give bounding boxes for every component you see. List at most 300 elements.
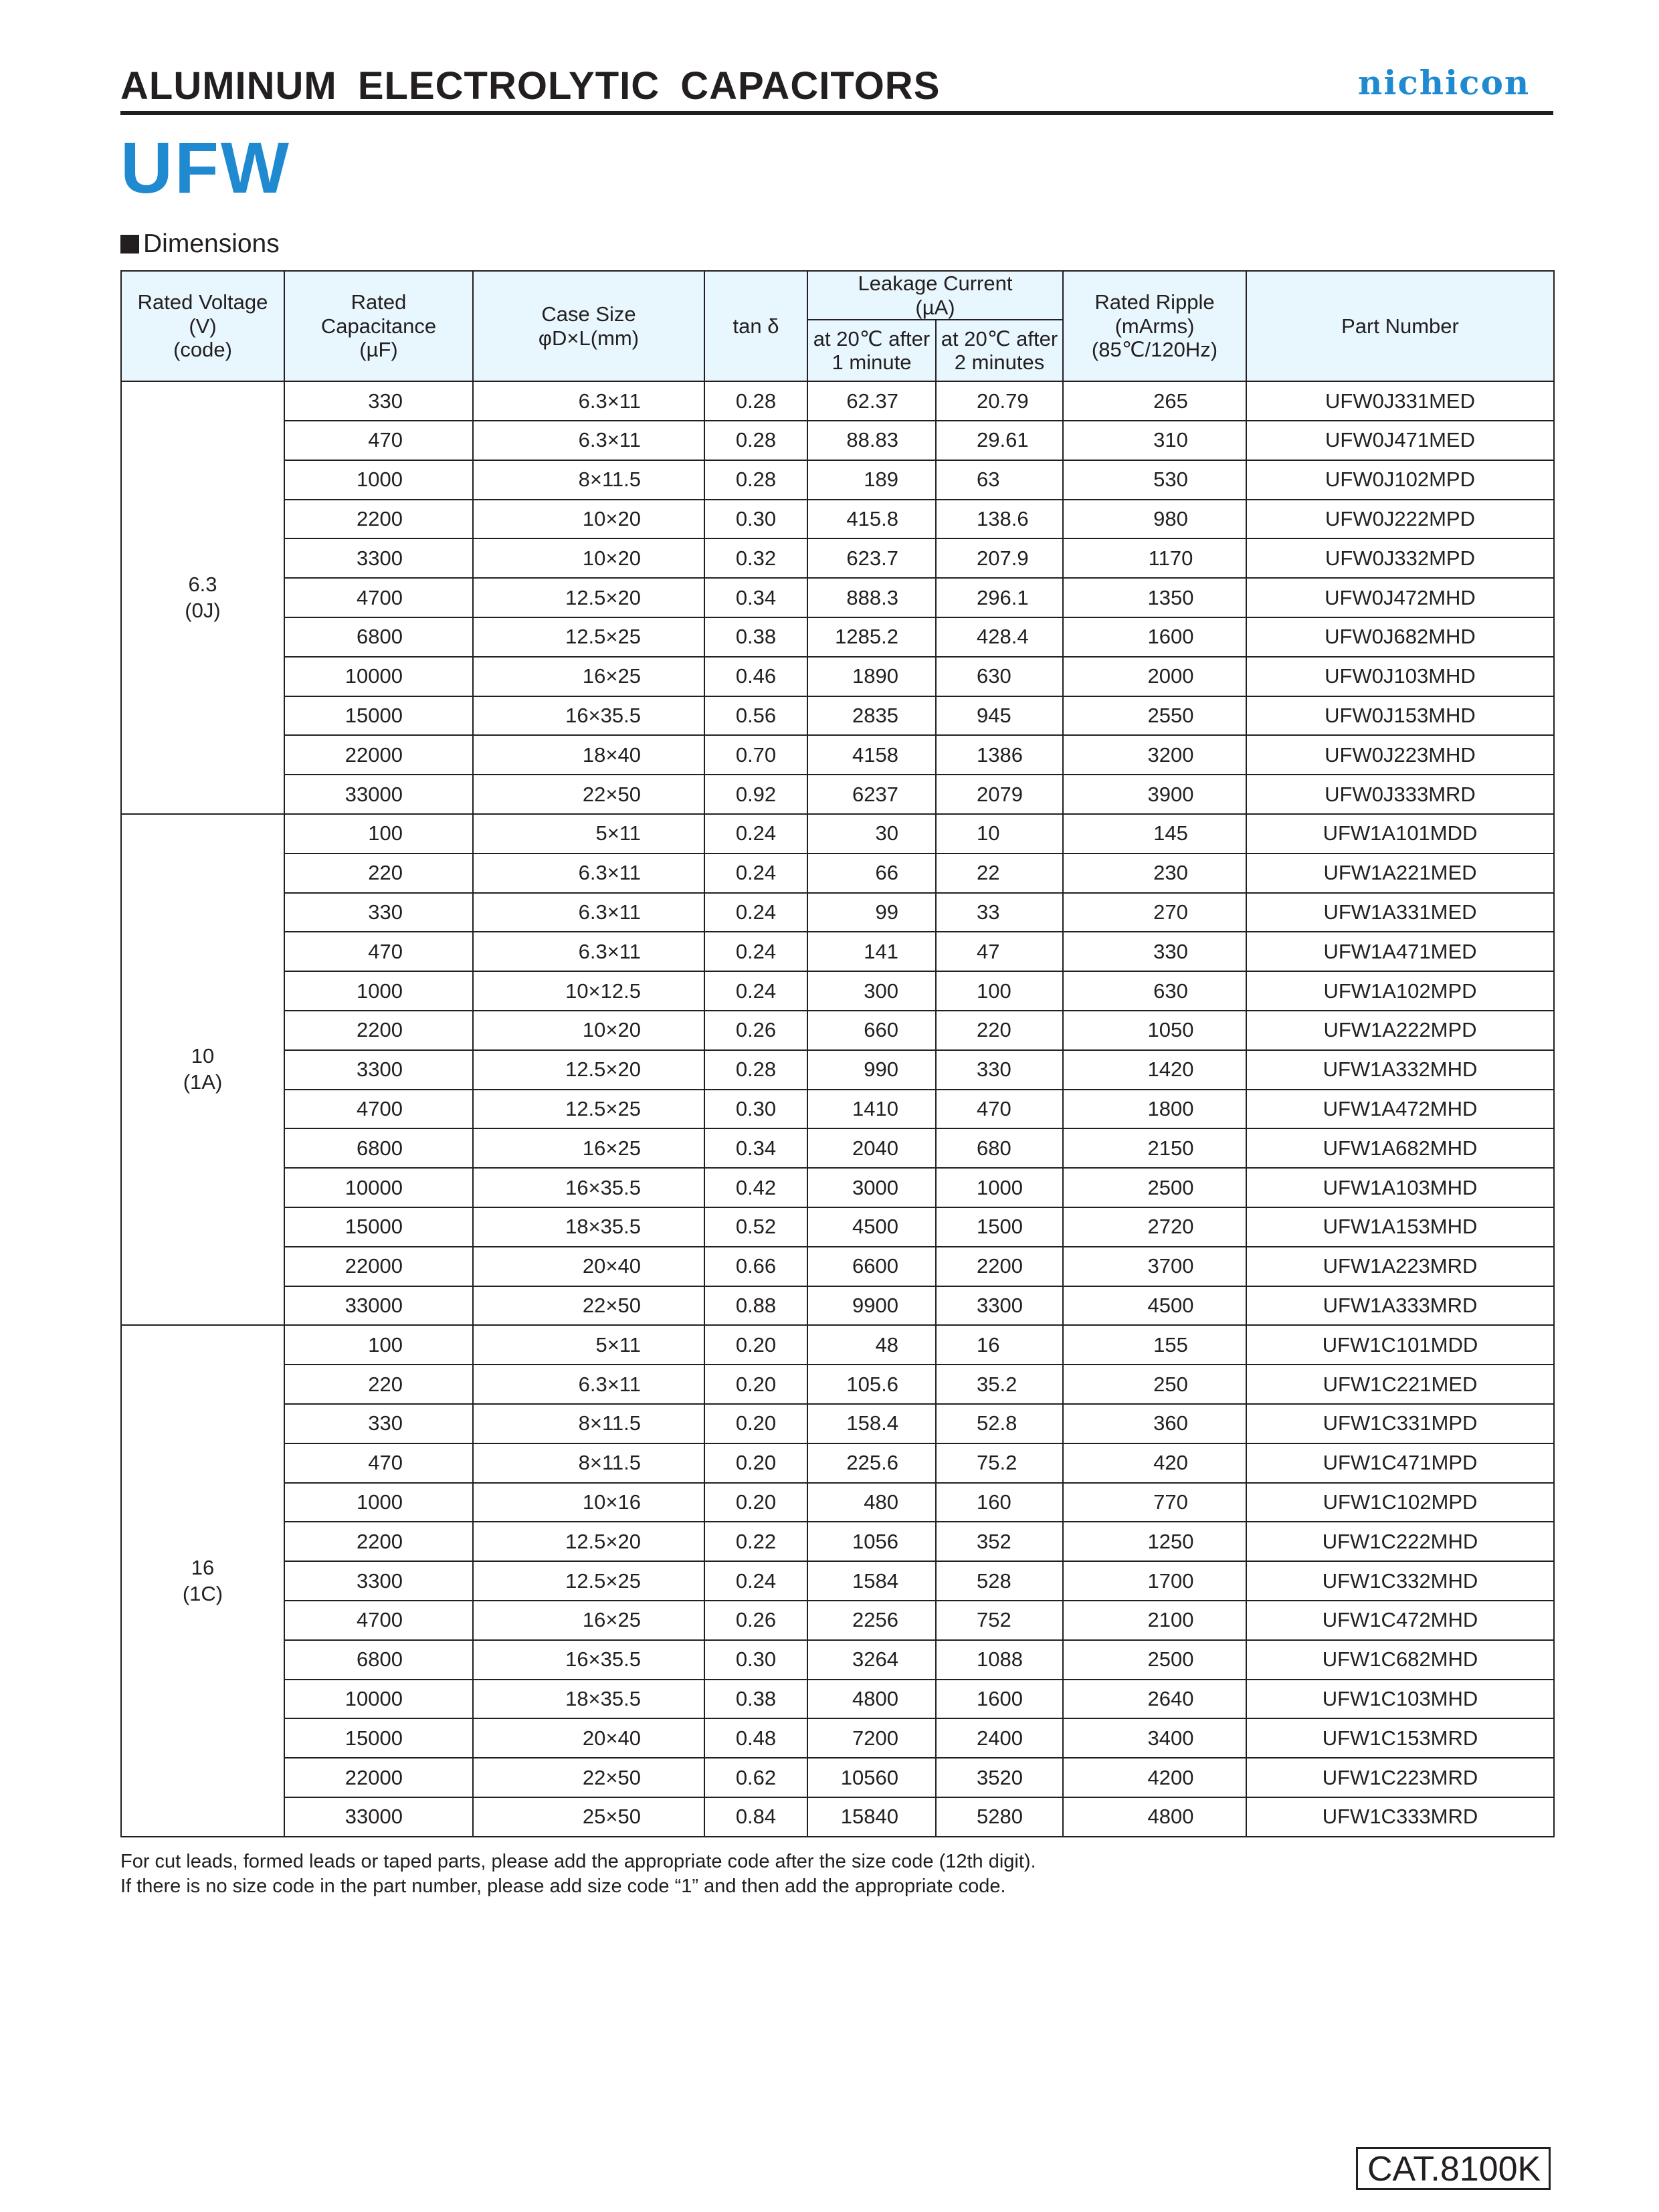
leakage-1min-cell: 66 <box>807 853 936 893</box>
part-number-cell: UFW1A223MRD <box>1246 1247 1554 1286</box>
case-size-cell <box>473 853 704 893</box>
case-size-cell <box>473 1561 704 1601</box>
leakage-1min-cell: 1285.2 <box>807 617 936 657</box>
capacitance-cell: 1000 <box>284 460 473 500</box>
leakage-1min-cell: 623.7 <box>807 538 936 578</box>
ripple-cell: 145 <box>1063 814 1246 853</box>
leakage-2min-cell: 16 <box>936 1325 1063 1365</box>
ripple-cell: 4200 <box>1063 1758 1246 1797</box>
leakage-1min-cell: 15840 <box>807 1797 936 1837</box>
tan-delta-cell: 0.70 <box>704 735 807 775</box>
case-size-cell <box>473 1247 704 1286</box>
table-row <box>121 617 1554 657</box>
tan-delta-cell: 0.56 <box>704 696 807 736</box>
case-size-cell <box>473 932 704 971</box>
table-row <box>121 657 1554 696</box>
tan-delta-cell: 0.24 <box>704 971 807 1011</box>
tan-delta-cell: 0.20 <box>704 1483 807 1522</box>
section-heading <box>120 229 280 259</box>
tan-delta-cell: 0.20 <box>704 1404 807 1443</box>
header-line: Rated Ripple <box>1094 290 1215 314</box>
leakage-2min-cell: 29.61 <box>936 421 1063 460</box>
tan-delta-cell: 0.38 <box>704 617 807 657</box>
case-size-cell <box>473 538 704 578</box>
capacitance-cell: 1000 <box>284 971 473 1011</box>
header-line: (code) <box>173 338 232 362</box>
header-leakage-1min <box>807 320 936 381</box>
part-number-cell: UFW1A221MED <box>1246 853 1554 893</box>
case-size-cell <box>473 1718 704 1758</box>
part-number-cell: UFW1A153MHD <box>1246 1207 1554 1247</box>
leakage-1min-cell: 6237 <box>807 775 936 814</box>
part-number-cell: UFW0J223MHD <box>1246 735 1554 775</box>
case-size-cell <box>473 1601 704 1640</box>
part-number-cell: UFW0J331MED <box>1246 381 1554 421</box>
table-row <box>121 1522 1554 1561</box>
header-divider <box>120 111 1553 115</box>
header-leakage-current <box>807 271 1063 320</box>
leakage-1min-cell: 62.37 <box>807 381 936 421</box>
ripple-cell: 2100 <box>1063 1601 1246 1640</box>
case-size-cell <box>473 1797 704 1837</box>
capacitance-cell: 330 <box>284 1404 473 1443</box>
case-size-cell <box>473 1483 704 1522</box>
leakage-1min-cell: 48 <box>807 1325 936 1365</box>
case-size-cell <box>473 1443 704 1483</box>
part-number-cell: UFW1C471MPD <box>1246 1443 1554 1483</box>
case-size-value: 18×40 <box>582 742 641 767</box>
leakage-1min-cell: 1056 <box>807 1522 936 1561</box>
case-size-value: 16×35.5 <box>565 1647 641 1672</box>
capacitance-cell: 10000 <box>284 1168 473 1207</box>
capacitance-cell: 330 <box>284 381 473 421</box>
ripple-cell: 1350 <box>1063 578 1246 617</box>
ripple-cell: 310 <box>1063 421 1246 460</box>
case-size-value: 5×11 <box>595 1332 641 1356</box>
leakage-2min-cell: 2400 <box>936 1718 1063 1758</box>
leakage-2min-cell: 33 <box>936 893 1063 932</box>
leakage-2min-cell: 207.9 <box>936 538 1063 578</box>
capacitance-cell: 3300 <box>284 1561 473 1601</box>
tan-delta-cell: 0.30 <box>704 1640 807 1680</box>
tan-delta-cell: 0.30 <box>704 1090 807 1129</box>
leakage-2min-cell: 470 <box>936 1090 1063 1129</box>
ripple-cell: 1050 <box>1063 1011 1246 1050</box>
part-number-cell: UFW1C101MDD <box>1246 1325 1554 1365</box>
leakage-2min-cell: 75.2 <box>936 1443 1063 1483</box>
capacitance-cell: 470 <box>284 421 473 460</box>
case-size-value: 22×50 <box>582 1294 641 1317</box>
brand-logo: nichicon <box>1358 63 1531 102</box>
part-number-cell: UFW1C331MPD <box>1246 1404 1554 1443</box>
footnote: For cut leads, formed leads or taped parts, please add the appropriate code after the size code (12th digit). <box>120 1851 1036 1872</box>
table-row <box>121 1207 1554 1247</box>
series-name: UFW <box>120 127 291 208</box>
case-size-value: 12.5×20 <box>565 1058 641 1082</box>
case-size-value: 20×40 <box>582 1726 641 1750</box>
tan-delta-cell: 0.32 <box>704 538 807 578</box>
table-row <box>121 1011 1554 1050</box>
table-row <box>121 538 1554 578</box>
leakage-1min-cell: 4158 <box>807 735 936 775</box>
tan-delta-cell: 0.20 <box>704 1365 807 1404</box>
table-row <box>121 1601 1554 1640</box>
case-size-value: 12.5×25 <box>565 1097 641 1121</box>
leakage-2min-cell: 138.6 <box>936 500 1063 539</box>
capacitance-cell: 470 <box>284 1443 473 1483</box>
leakage-2min-cell: 160 <box>936 1483 1063 1522</box>
footnote: If there is no size code in the part number, please add size code “1” and then add the appropriate code. <box>120 1876 1006 1898</box>
table-row <box>121 1640 1554 1680</box>
part-number-cell: UFW1A472MHD <box>1246 1090 1554 1129</box>
part-number-cell: UFW0J103MHD <box>1246 657 1554 696</box>
part-number-cell: UFW1A103MHD <box>1246 1168 1554 1207</box>
tan-delta-cell: 0.22 <box>704 1522 807 1561</box>
header-line: (V) <box>189 314 217 338</box>
case-size-cell <box>473 1011 704 1050</box>
leakage-1min-cell: 1584 <box>807 1561 936 1601</box>
table-row <box>121 500 1554 539</box>
ripple-cell: 330 <box>1063 932 1246 971</box>
tan-delta-cell: 0.28 <box>704 421 807 460</box>
header-rated-voltage <box>121 271 284 381</box>
capacitance-cell: 15000 <box>284 1718 473 1758</box>
ripple-cell: 2720 <box>1063 1207 1246 1247</box>
table-row <box>121 1050 1554 1090</box>
header-line: Rated <box>351 290 407 314</box>
capacitance-cell: 4700 <box>284 578 473 617</box>
tan-delta-cell: 0.42 <box>704 1168 807 1207</box>
ripple-cell: 1800 <box>1063 1090 1246 1129</box>
table-row <box>121 1286 1554 1326</box>
part-number-cell: UFW1A682MHD <box>1246 1128 1554 1168</box>
table-row <box>121 1758 1554 1797</box>
leakage-2min-cell: 752 <box>936 1601 1063 1640</box>
tan-delta-cell: 0.24 <box>704 893 807 932</box>
part-number-cell: UFW0J222MPD <box>1246 500 1554 539</box>
capacitance-cell: 220 <box>284 1365 473 1404</box>
tan-delta-cell: 0.48 <box>704 1718 807 1758</box>
leakage-2min-cell: 330 <box>936 1050 1063 1090</box>
leakage-1min-cell: 7200 <box>807 1718 936 1758</box>
section-title: Dimensions <box>143 229 280 258</box>
ripple-cell: 2550 <box>1063 696 1246 736</box>
case-size-value: 16×35.5 <box>565 1175 641 1199</box>
leakage-2min-cell: 528 <box>936 1561 1063 1601</box>
tan-delta-cell: 0.28 <box>704 460 807 500</box>
case-size-value: 12.5×20 <box>565 1529 641 1553</box>
leakage-2min-cell: 1088 <box>936 1640 1063 1680</box>
case-size-value: 20×40 <box>582 1254 641 1278</box>
part-number-cell: UFW1C153MRD <box>1246 1718 1554 1758</box>
rated-voltage: 6.3 <box>188 572 217 596</box>
table-row <box>121 1404 1554 1443</box>
case-size-cell <box>473 696 704 736</box>
table-row <box>121 814 1554 853</box>
case-size-cell <box>473 971 704 1011</box>
case-size-value: 12.5×20 <box>565 585 641 609</box>
part-number-cell: UFW0J332MPD <box>1246 538 1554 578</box>
header-line: Capacitance <box>320 314 437 338</box>
table-row <box>121 971 1554 1011</box>
part-number-cell: UFW1C222MHD <box>1246 1522 1554 1561</box>
capacitance-cell: 4700 <box>284 1090 473 1129</box>
tan-delta-cell: 0.28 <box>704 1050 807 1090</box>
ripple-cell: 3900 <box>1063 775 1246 814</box>
part-number-cell: UFW0J472MHD <box>1246 578 1554 617</box>
ripple-cell: 265 <box>1063 381 1246 421</box>
capacitance-cell: 3300 <box>284 538 473 578</box>
table-row <box>121 578 1554 617</box>
header-case-size <box>473 271 704 381</box>
leakage-2min-cell: 1600 <box>936 1680 1063 1719</box>
leakage-2min-cell: 352 <box>936 1522 1063 1561</box>
leakage-1min-cell: 141 <box>807 932 936 971</box>
ripple-cell: 1700 <box>1063 1561 1246 1601</box>
footnotes <box>120 1849 1036 1899</box>
leakage-1min-cell: 990 <box>807 1050 936 1090</box>
case-size-value: 16×25 <box>582 1608 641 1632</box>
ripple-cell: 530 <box>1063 460 1246 500</box>
table-row <box>121 460 1554 500</box>
table-row <box>121 893 1554 932</box>
part-number-cell: UFW1C103MHD <box>1246 1680 1554 1719</box>
table-row <box>121 932 1554 971</box>
part-number-cell: UFW1A333MRD <box>1246 1286 1554 1326</box>
leakage-2min-cell: 1500 <box>936 1207 1063 1247</box>
leakage-2min-cell: 63 <box>936 460 1063 500</box>
leakage-1min-cell: 88.83 <box>807 421 936 460</box>
capacitance-cell: 6800 <box>284 1640 473 1680</box>
tan-delta-cell: 0.52 <box>704 1207 807 1247</box>
header-line: (µF) <box>359 338 398 362</box>
case-size-cell <box>473 1128 704 1168</box>
capacitance-cell: 6800 <box>284 617 473 657</box>
leakage-2min-cell: 945 <box>936 696 1063 736</box>
header-line: Case Size <box>541 302 636 326</box>
leakage-1min-cell: 189 <box>807 460 936 500</box>
ripple-cell: 360 <box>1063 1404 1246 1443</box>
capacitance-cell: 15000 <box>284 1207 473 1247</box>
header-line: at 20℃ after <box>941 326 1058 350</box>
leakage-1min-cell: 888.3 <box>807 578 936 617</box>
leakage-1min-cell: 6600 <box>807 1247 936 1286</box>
case-size-value: 8×11.5 <box>578 1411 641 1435</box>
leakage-2min-cell: 10 <box>936 814 1063 853</box>
case-size-cell <box>473 1325 704 1365</box>
capacitance-cell: 22000 <box>284 1758 473 1797</box>
tan-delta-cell: 0.24 <box>704 932 807 971</box>
case-size-cell <box>473 1758 704 1797</box>
case-size-cell <box>473 1640 704 1680</box>
case-size-value: 6.3×11 <box>578 389 641 413</box>
table-row <box>121 853 1554 893</box>
case-size-value: 18×35.5 <box>565 1686 641 1710</box>
tan-delta-cell: 0.26 <box>704 1601 807 1640</box>
header-line: Rated Voltage <box>137 290 268 314</box>
ripple-cell: 3700 <box>1063 1247 1246 1286</box>
header-line: (85℃/120Hz) <box>1091 338 1218 362</box>
part-number-cell: UFW0J102MPD <box>1246 460 1554 500</box>
leakage-1min-cell: 480 <box>807 1483 936 1522</box>
case-size-cell <box>473 421 704 460</box>
part-number-cell: UFW0J682MHD <box>1246 617 1554 657</box>
square-bullet-icon <box>120 235 139 254</box>
case-size-value: 25×50 <box>582 1805 641 1829</box>
part-number-cell: UFW1A102MPD <box>1246 971 1554 1011</box>
leakage-1min-cell: 10560 <box>807 1758 936 1797</box>
ripple-cell: 1600 <box>1063 617 1246 657</box>
part-number-cell: UFW1A471MED <box>1246 932 1554 971</box>
case-size-value: 8×11.5 <box>578 1451 641 1475</box>
case-size-cell <box>473 1168 704 1207</box>
table-row <box>121 1090 1554 1129</box>
leakage-2min-cell: 100 <box>936 971 1063 1011</box>
case-size-value: 18×35.5 <box>565 1215 641 1239</box>
header-tan-delta: tan δ <box>704 271 807 381</box>
header-line: (mArms) <box>1114 314 1195 338</box>
leakage-2min-cell: 47 <box>936 932 1063 971</box>
leakage-2min-cell: 680 <box>936 1128 1063 1168</box>
leakage-2min-cell: 5280 <box>936 1797 1063 1837</box>
leakage-1min-cell: 4800 <box>807 1680 936 1719</box>
leakage-2min-cell: 3300 <box>936 1286 1063 1326</box>
leakage-2min-cell: 428.4 <box>936 617 1063 657</box>
leakage-1min-cell: 158.4 <box>807 1404 936 1443</box>
tan-delta-cell: 0.24 <box>704 853 807 893</box>
leakage-1min-cell: 105.6 <box>807 1365 936 1404</box>
header-line: at 20℃ after <box>813 326 931 350</box>
tan-delta-cell: 0.26 <box>704 1011 807 1050</box>
capacitance-cell: 220 <box>284 853 473 893</box>
case-size-cell <box>473 1286 704 1326</box>
tan-delta-cell: 0.88 <box>704 1286 807 1326</box>
tan-delta-cell: 0.20 <box>704 1325 807 1365</box>
capacitance-cell: 10000 <box>284 1680 473 1719</box>
part-number-cell: UFW0J153MHD <box>1246 696 1554 736</box>
case-size-cell <box>473 1365 704 1404</box>
leakage-2min-cell: 52.8 <box>936 1404 1063 1443</box>
leakage-1min-cell: 2040 <box>807 1128 936 1168</box>
tan-delta-cell: 0.34 <box>704 1128 807 1168</box>
ripple-cell: 2500 <box>1063 1168 1246 1207</box>
table-row <box>121 1797 1554 1837</box>
capacitance-cell: 100 <box>284 1325 473 1365</box>
part-number-cell: UFW1C102MPD <box>1246 1483 1554 1522</box>
tan-delta-cell: 0.62 <box>704 1758 807 1797</box>
case-size-value: 12.5×25 <box>565 1569 641 1593</box>
table-row <box>121 735 1554 775</box>
ripple-cell: 2640 <box>1063 1680 1246 1719</box>
tan-delta-cell: 0.30 <box>704 500 807 539</box>
case-size-value: 16×25 <box>582 664 641 688</box>
leakage-1min-cell: 30 <box>807 814 936 853</box>
rated-voltage: 10 <box>191 1044 215 1068</box>
ripple-cell: 4800 <box>1063 1797 1246 1837</box>
capacitance-cell: 22000 <box>284 1247 473 1286</box>
header-line: 1 minute <box>832 350 912 375</box>
leakage-1min-cell: 9900 <box>807 1286 936 1326</box>
ripple-cell: 155 <box>1063 1325 1246 1365</box>
dimensions-table <box>120 270 1555 1837</box>
leakage-1min-cell: 225.6 <box>807 1443 936 1483</box>
case-size-cell <box>473 460 704 500</box>
case-size-value: 16×25 <box>582 1136 641 1160</box>
tan-delta-cell: 0.92 <box>704 775 807 814</box>
part-number-cell: UFW1A331MED <box>1246 893 1554 932</box>
table-body <box>121 381 1554 1836</box>
case-size-value: 12.5×25 <box>565 625 641 649</box>
header-rated-capacitance <box>284 271 473 381</box>
part-number-cell: UFW1A222MPD <box>1246 1011 1554 1050</box>
case-size-value: 10×12.5 <box>565 979 641 1003</box>
table-row <box>121 1247 1554 1286</box>
case-size-cell <box>473 735 704 775</box>
case-size-value: 22×50 <box>582 782 641 806</box>
capacitance-cell: 330 <box>284 893 473 932</box>
table-row <box>121 381 1554 421</box>
leakage-1min-cell: 99 <box>807 893 936 932</box>
table-row <box>121 1128 1554 1168</box>
tan-delta-cell: 0.20 <box>704 1443 807 1483</box>
table-row <box>121 1443 1554 1483</box>
part-number-cell: UFW1C333MRD <box>1246 1797 1554 1837</box>
case-size-cell <box>473 657 704 696</box>
leakage-1min-cell: 3264 <box>807 1640 936 1680</box>
tan-delta-cell: 0.24 <box>704 1561 807 1601</box>
tan-delta-cell: 0.34 <box>704 578 807 617</box>
case-size-cell <box>473 814 704 853</box>
rated-voltage: 16 <box>191 1555 215 1579</box>
capacitance-cell: 33000 <box>284 775 473 814</box>
ripple-cell: 230 <box>1063 853 1246 893</box>
leakage-2min-cell: 220 <box>936 1011 1063 1050</box>
leakage-1min-cell: 415.8 <box>807 500 936 539</box>
part-number-cell: UFW1C332MHD <box>1246 1561 1554 1601</box>
ripple-cell: 4500 <box>1063 1286 1246 1326</box>
case-size-cell <box>473 500 704 539</box>
ripple-cell: 1250 <box>1063 1522 1246 1561</box>
capacitance-cell: 33000 <box>284 1797 473 1837</box>
capacitance-cell: 2200 <box>284 1522 473 1561</box>
leakage-1min-cell: 2835 <box>807 696 936 736</box>
voltage-cell <box>121 814 284 1325</box>
part-number-cell: UFW0J333MRD <box>1246 775 1554 814</box>
case-size-value: 6.3×11 <box>578 900 641 924</box>
case-size-cell <box>473 1207 704 1247</box>
capacitance-cell: 1000 <box>284 1483 473 1522</box>
leakage-2min-cell: 22 <box>936 853 1063 893</box>
leakage-1min-cell: 3000 <box>807 1168 936 1207</box>
capacitance-cell: 100 <box>284 814 473 853</box>
case-size-value: 10×20 <box>582 546 641 570</box>
part-number-cell: UFW1C472MHD <box>1246 1601 1554 1640</box>
leakage-2min-cell: 2200 <box>936 1247 1063 1286</box>
case-size-cell <box>473 1680 704 1719</box>
capacitance-cell: 15000 <box>284 696 473 736</box>
case-size-value: 6.3×11 <box>578 1372 641 1396</box>
part-number-cell: UFW1C682MHD <box>1246 1640 1554 1680</box>
ripple-cell: 630 <box>1063 971 1246 1011</box>
leakage-2min-cell: 35.2 <box>936 1365 1063 1404</box>
case-size-value: 6.3×11 <box>578 428 641 452</box>
part-number-cell: UFW1C223MRD <box>1246 1758 1554 1797</box>
capacitance-cell: 6800 <box>284 1128 473 1168</box>
capacitance-cell: 2200 <box>284 1011 473 1050</box>
leakage-2min-cell: 2079 <box>936 775 1063 814</box>
case-size-value: 6.3×11 <box>578 861 641 885</box>
case-size-cell <box>473 893 704 932</box>
